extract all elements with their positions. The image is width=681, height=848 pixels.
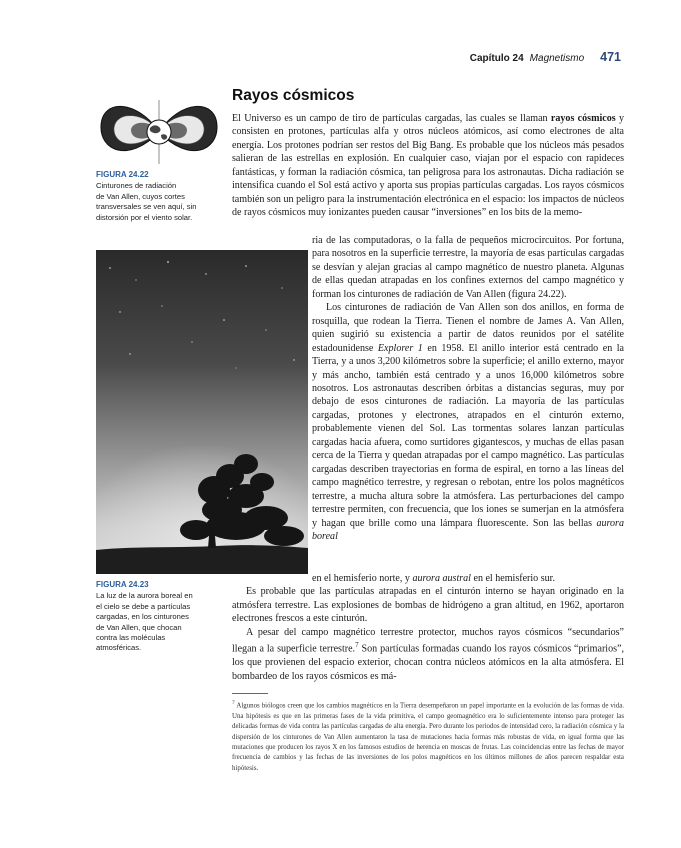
footnote-marker[interactable]: 7: [355, 641, 359, 650]
body-text-bottom: [232, 572, 624, 683]
aurora-boreal-term: aurora boreal: [312, 517, 624, 542]
page-number: 471: [600, 50, 621, 64]
text-run: El Universo es un campo de tiro de partículas cargadas, las cuales se llaman: [232, 113, 551, 124]
van-allen-belts-figure: [98, 98, 220, 166]
paragraph: [232, 112, 624, 220]
caption-line: de Van Allen, cuyos cortes: [96, 191, 185, 201]
figure-24-23-caption: [96, 580, 236, 654]
text-run: en el hemisferio norte, y: [312, 573, 413, 584]
paragraph: [232, 572, 624, 585]
text-run: Es probable que las partículas atrapadas en el cinturón interno se hayan originado en la atmósfera terrestre. Las explosiones de bombas de hidrógeno a gran altitud, en 1962, aportaron electrones frescos a este cinturón.: [232, 586, 624, 625]
body-text-top: [232, 112, 624, 220]
caption-line: de Van Allen, que chocan: [96, 622, 182, 632]
figure-24-23-label: FIGURA 24.23: [96, 580, 149, 589]
caption-line: transversales se ven aquí, sin: [96, 202, 197, 212]
figure-24-22-caption: [96, 170, 226, 223]
text-run: y consisten en protones, partículas alfa y otros núcleos atómicos, así como electrones de alta energía. Los protones podrían ser restos del Big Bang. Es probable que los núcleos más pesados salieran de las estrellas en explosión. En cualquier caso, viajan por el espacio con rapideces fantásticas, y forman la radiación cósmica, tan peligrosa para los astronautas. Dicha radiación se intensifica cuando el Sol está activo y aporta sus propias partículas cargadas. Los rayos cósmicos también son un peligro para la instrumentación electrónica en el espacio: los impactos de núcleos de rayos cósmicos muy ionizantes pueden causar “inversiones” en los bits de la memo-: [232, 113, 624, 219]
caption-line: el cielo se debe a partículas: [96, 601, 191, 611]
chapter-label: Capítulo 24: [469, 53, 524, 64]
text-run: en 1958. El anillo interior está centrado en la Tierra, y a unos 3,200 kilómetros sobre la superficie; el anillo externo, mayor y más ancho, también está centrado y a unos 16,000 kilómetros sobre nosotros. Los astronautas describen órbitas a distancias seguras, muy por debajo de esos cinturones de radiación. La mayoría de las partículas cargadas, protones y electrones, atrapados en el cinturón externo, probablemente vienen del Sol. Las tormentas solares lanzan partículas cargadas hacia afuera, como surtidores gigantescos, y muchas de ellas pasan cerca de la Tierra y quedan atrapadas por el campo magnético. Las partículas cargadas describen trayectorias en forma de espiral, en torno a las líneas del campo magnético terrestre, y regresan o rebotan, entre los polos magnéticos terrestre, a mucha altura sobre la atmósfera. Las perturbaciones del campo terrestre permiten, con frecuencia, que los iones se sumerjan en la atmósfera y hagan que brille como una lámpara fluorescente. Son las bellas: [312, 342, 624, 529]
caption-line: cargadas, en los cinturones: [96, 612, 189, 622]
footnote: [232, 698, 624, 774]
paragraph: [232, 585, 624, 625]
aurora-photo: [96, 250, 308, 574]
body-text-column: [312, 234, 624, 543]
text-run: ria de las computadoras, o la falla de pequeños microcircuitos. Por fortuna, para nosotros en la superficie terrestre, la mayoría de esas partículas cargadas se desvían y alejan gracias al campo magnético de nuestro planeta. Algunas de ellas quedan atrapadas en los confines externos del campo magnético y forman los cinturones de radiación de Van Allen (figura 24.22).: [312, 235, 624, 300]
term-rayos-cosmicos: rayos cósmicos: [550, 113, 616, 124]
caption-line: La luz de la aurora boreal en: [96, 591, 193, 601]
text-run: A pesar del campo magnético terrestre protector, muchos rayos cósmicos “secundarios” llegan a la superficie terrestre.: [232, 626, 624, 655]
footnote-divider: [232, 693, 268, 694]
caption-line: Cinturones de radiación: [96, 181, 177, 191]
footnote-number: 7: [232, 700, 235, 706]
explorer-1-term: Explorer 1: [377, 342, 423, 354]
chapter-subject: Magnetismo: [529, 53, 585, 64]
text-run: Los cinturones de radiación de Van Allen son dos anillos, en forma de rosquilla, que rodean la Tierra. Tienen el nombre de James A. Van Allen, quien sugirió su existencia a partir de datos reunidos por el satélite estadounidense: [312, 302, 624, 354]
aurora-austral-term: aurora austral: [412, 573, 471, 584]
paragraph: [232, 626, 624, 683]
caption-line: atmosféricas.: [96, 643, 142, 653]
caption-line: distorsión por el viento solar.: [96, 212, 193, 222]
caption-line: contra las moléculas: [96, 633, 166, 643]
figure-24-22-label: FIGURA 24.22: [96, 170, 149, 179]
running-header: [470, 50, 621, 64]
section-title: Rayos cósmicos: [232, 87, 355, 104]
paragraph: [312, 234, 624, 301]
paragraph: [312, 301, 624, 543]
text-run: Son partículas formadas cuando los rayos cósmicos “primarios”, los que provienen del espacio exterior, chocan contra núcleos atómicos en la alta atmósfera. El bombardeo de los rayos cósmicos es má-: [232, 643, 624, 682]
footnote-text: Algunos biólogos creen que los cambios magnéticos en la Tierra desempeñaron un papel importante en la evolución de las formas de vida. Una hipótesis es que en las primeras fases de la vida primitiva, el campo geomagnético era lo suficientemente intenso para proteger las delicadas formas de vida contra las partículas cargadas de alta energía. Pero durante los periodos de intensidad cero, la radiación cósmica y la dispersión de los cinturones de Van Allen aumentaron la tasa de mutaciones hacia formas más robustas de vida, en igual forma que las mutaciones que producen los rayos X en los famosos estudios de herencia en moscas de frutas. Las coincidencias entre las fechas de mayor frecuencia de cambios y las fechas de las inversiones de los polos magnéticos en los últimos millones de años parecen respaldar esta hipótesis.: [232, 702, 624, 772]
text-run: en el hemisferio sur.: [470, 573, 555, 584]
